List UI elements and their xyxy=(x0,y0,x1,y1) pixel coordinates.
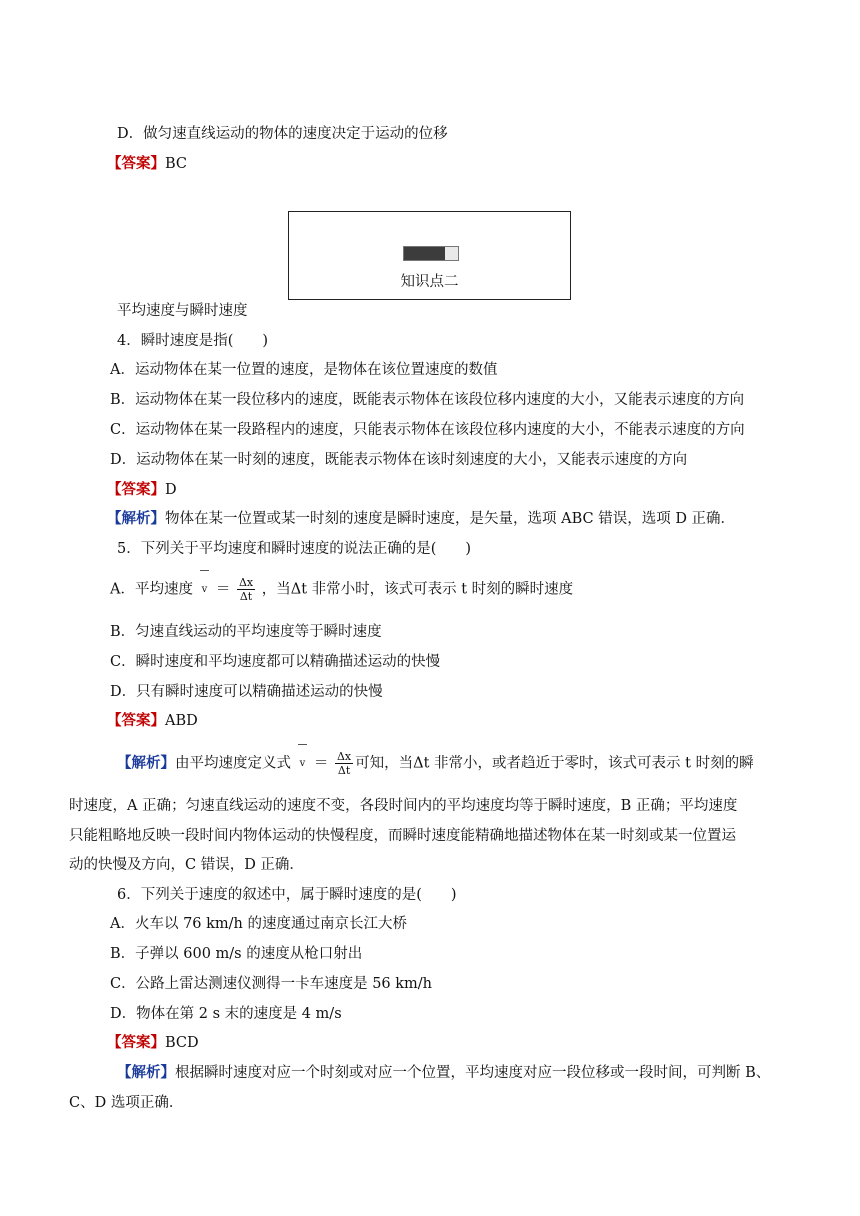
fraction-denominator: Δt xyxy=(239,590,253,603)
q6-analysis-line1 xyxy=(117,1063,770,1083)
q4-stem: 4．瞬时速度是指( ) xyxy=(117,333,269,349)
analysis-tag: 【解析】 xyxy=(117,1064,175,1081)
fraction xyxy=(335,750,353,777)
q5-answer xyxy=(107,711,198,731)
answer-tag: 【答案】 xyxy=(107,481,165,498)
progress-fill xyxy=(404,247,445,260)
q5-analysis-line1 xyxy=(117,750,754,777)
q5-option-d: D．只有瞬时速度可以精确描述运动的快慢 xyxy=(110,684,383,700)
section-heading: 平均速度与瞬时速度 xyxy=(117,303,248,319)
q5-analysis-line4: 动的快慢及方向，C 错误，D 正确． xyxy=(69,857,304,873)
option-a-suffix: ，当Δt 非常小时，该式可表示 t 时刻的瞬时速度 xyxy=(261,581,574,598)
answer-value: BC xyxy=(165,156,188,172)
q4-option-b: B．运动物体在某一段位移内的速度，既能表示物体在该段位移内速度的大小，又能表示速度的方向 xyxy=(110,392,745,408)
q4-answer xyxy=(107,480,177,500)
analysis-tag: 【解析】 xyxy=(117,754,175,772)
equals-sign: ＝ xyxy=(313,755,329,772)
v-bar-symbol: v xyxy=(202,580,208,600)
section-title: 知识点二 xyxy=(400,274,459,290)
v-bar-symbol: v xyxy=(300,754,306,774)
section-progress-bar xyxy=(403,246,459,261)
q5-option-b: B．匀速直线运动的平均速度等于瞬时速度 xyxy=(110,624,382,640)
section-box xyxy=(288,211,571,300)
answer-value: BCD xyxy=(165,1035,199,1051)
q5-stem: 5．下列关于平均速度和瞬时速度的说法正确的是( ) xyxy=(117,541,472,557)
q4-option-a: A．运动物体在某一位置的速度，是物体在该位置速度的数值 xyxy=(110,362,498,378)
analysis-tag: 【解析】 xyxy=(107,510,165,527)
answer-value: D xyxy=(165,482,177,498)
fraction xyxy=(237,576,255,603)
answer-value: ABD xyxy=(165,713,198,729)
q6-option-a: A．火车以 76 km/h 的速度通过南京长江大桥 xyxy=(110,916,408,932)
answer-tag: 【答案】 xyxy=(107,712,165,729)
answer-tag: 【答案】 xyxy=(107,155,165,172)
q5-analysis-line2: 时速度，A 正确；匀速直线运动的速度不变，各段时间内的平均速度均等于瞬时速度，B 正确；平均速度 xyxy=(69,798,738,814)
fraction-denominator: Δt xyxy=(337,764,351,777)
analysis-suffix: 可知，当Δt 非常小，或者趋近于零时，该式可表示 t 时刻的瞬 xyxy=(355,755,754,772)
q6-option-c: C．公路上雷达测速仪测得一卡车速度是 56 km/h xyxy=(110,976,433,992)
q4-analysis xyxy=(107,509,735,529)
q3-answer xyxy=(107,154,187,174)
q6-option-b: B．子弹以 600 m/s 的速度从枪口射出 xyxy=(110,946,363,962)
analysis-prefix: 由平均速度定义式 xyxy=(175,755,291,772)
analysis-text: 根据瞬时速度对应一个时刻或对应一个位置，平均速度对应一段位移或一段时间，可判断 B、 xyxy=(175,1065,771,1081)
q6-option-d: D．物体在第 2 s 末的速度是 4 m/s xyxy=(110,1006,342,1022)
option-a-prefix: A．平均速度 xyxy=(110,581,193,598)
fraction-numerator: Δx xyxy=(238,576,254,589)
q4-option-c: C．运动物体在某一段路程内的速度，只能表示物体在该段位移内速度的大小，不能表示速度的方向 xyxy=(110,422,745,438)
equals-sign: ＝ xyxy=(215,581,231,598)
answer-tag: 【答案】 xyxy=(107,1034,165,1051)
fraction-numerator: Δx xyxy=(336,750,352,763)
analysis-text: 物体在某一位置或某一时刻的速度是瞬时速度，是矢量，选项 ABC 错误，选项 D 正确． xyxy=(165,511,736,527)
q3-option-d: D．做匀速直线运动的物体的速度决定于运动的位移 xyxy=(117,126,448,142)
q6-answer xyxy=(107,1033,199,1053)
q6-stem: 6．下列关于速度的叙述中，属于瞬时速度的是( ) xyxy=(117,887,457,903)
q5-option-a xyxy=(110,576,573,603)
q4-option-d: D．运动物体在某一时刻的速度，既能表示物体在该时刻速度的大小，又能表示速度的方向 xyxy=(110,452,688,468)
q5-option-c: C．瞬时速度和平均速度都可以精确描述运动的快慢 xyxy=(110,654,441,670)
q6-analysis-line2: C、D 选项正确． xyxy=(69,1095,184,1111)
q5-analysis-line3: 只能粗略地反映一段时间内物体运动的快慢程度，而瞬时速度能精确地描述物体在某一时刻或某一位置运 xyxy=(69,828,736,844)
